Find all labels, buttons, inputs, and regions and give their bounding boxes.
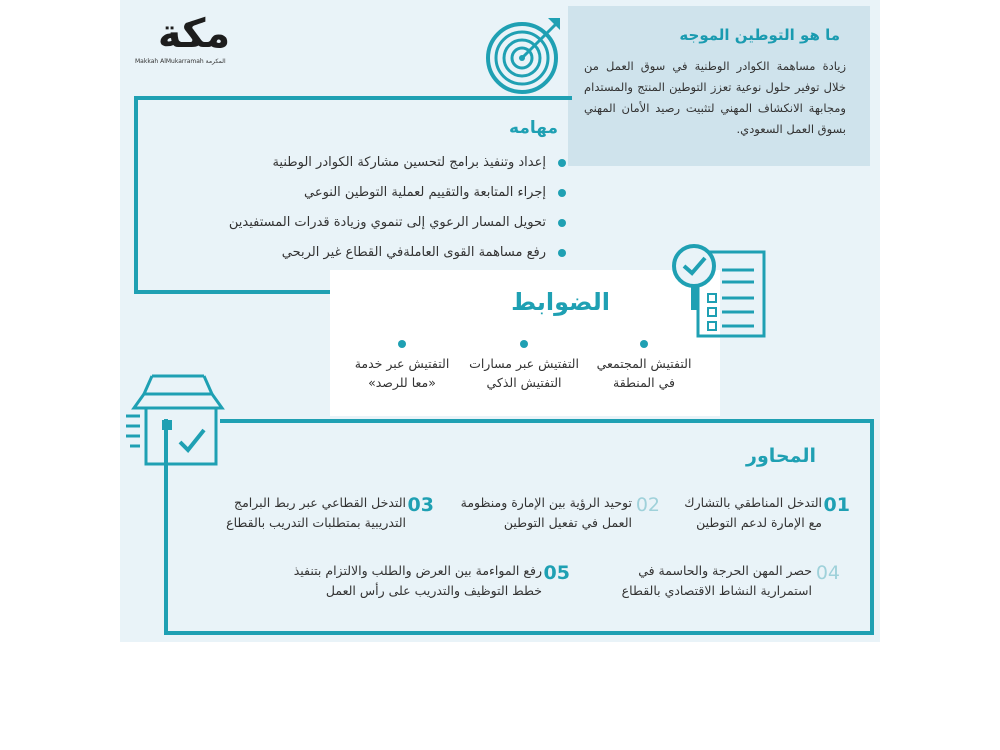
target-icon xyxy=(484,14,566,96)
logo-wordmark: مكة xyxy=(157,11,231,57)
task-item: إعداد وتنفيذ برامج لتحسين مشاركة الكوادر الوطنية xyxy=(148,148,568,178)
tasks-section xyxy=(134,96,572,294)
axes-top-border xyxy=(220,419,870,423)
bullet-icon xyxy=(558,159,566,167)
intro-text: زيادة مساهمة الكوادر الوطنية في سوق العمل من خلال توفير حلول نوعية تعزز التوطين المنتج والمستدام ومجابهة الانكشاف المهني لتثبيت رصيد الأمان المهني بسوق العمل السعودي. xyxy=(584,59,846,136)
control-item: التفتيش عبر مسارات التفتيش الذكي xyxy=(464,340,584,392)
axis-item: 03 التدخل القطاعي عبر ربط البرامج التدريبية بمتطلبات التدريب بالقطاع xyxy=(226,494,434,530)
axes-title: المحاور xyxy=(746,445,816,467)
control-item: التفتيش عبر خدمة «معا للرصد» xyxy=(342,340,462,392)
controls-title: الضوابط xyxy=(511,288,610,316)
axes-section xyxy=(164,419,874,635)
bullet-icon xyxy=(558,249,566,257)
bullet-icon xyxy=(640,340,648,348)
bullet-icon xyxy=(558,219,566,227)
axis-item: 02 توحيد الرؤية بين الإمارة ومنظومة العمل في تفعيل التوطين xyxy=(460,494,660,530)
task-item: إجراء المتابعة والتقييم لعملية التوطين النوعي xyxy=(148,178,568,208)
controls-section xyxy=(330,270,720,416)
task-item: رفع مساهمة القوى العاملةفي القطاع غير الربحي xyxy=(148,238,568,268)
checklist-magnifier-icon xyxy=(672,240,772,340)
makkah-logo xyxy=(135,12,253,72)
axis-item: 01 التدخل المناطقي بالتشارك مع الإمارة لدعم التوطين xyxy=(684,494,850,530)
bullet-icon xyxy=(520,340,528,348)
intro-title: ما هو التوطين الموجه xyxy=(679,26,840,44)
intro-panel xyxy=(568,6,870,166)
tasks-title: مهامه xyxy=(509,118,558,138)
task-item: تحويل المسار الرعوي إلى تنموي وزيادة قدرات المستفيدين xyxy=(148,208,568,238)
bullet-icon xyxy=(558,189,566,197)
tasks-list xyxy=(148,148,568,268)
bullet-icon xyxy=(398,340,406,348)
axis-item: 04 حصر المهن الحرجة والحاسمة في استمرارية النشاط الاقتصادي بالقطاع xyxy=(621,562,840,598)
axis-item: 05 رفع المواءمة بين العرض والطلب والالتزام بتنفيذ خطط التوظيف والتدريب على رأس العمل xyxy=(293,562,570,598)
logo-subtitle: Makkah AlMukarramah المكرمة xyxy=(135,58,226,65)
control-item: التفتيش المجتمعي في المنطقة xyxy=(584,340,704,392)
